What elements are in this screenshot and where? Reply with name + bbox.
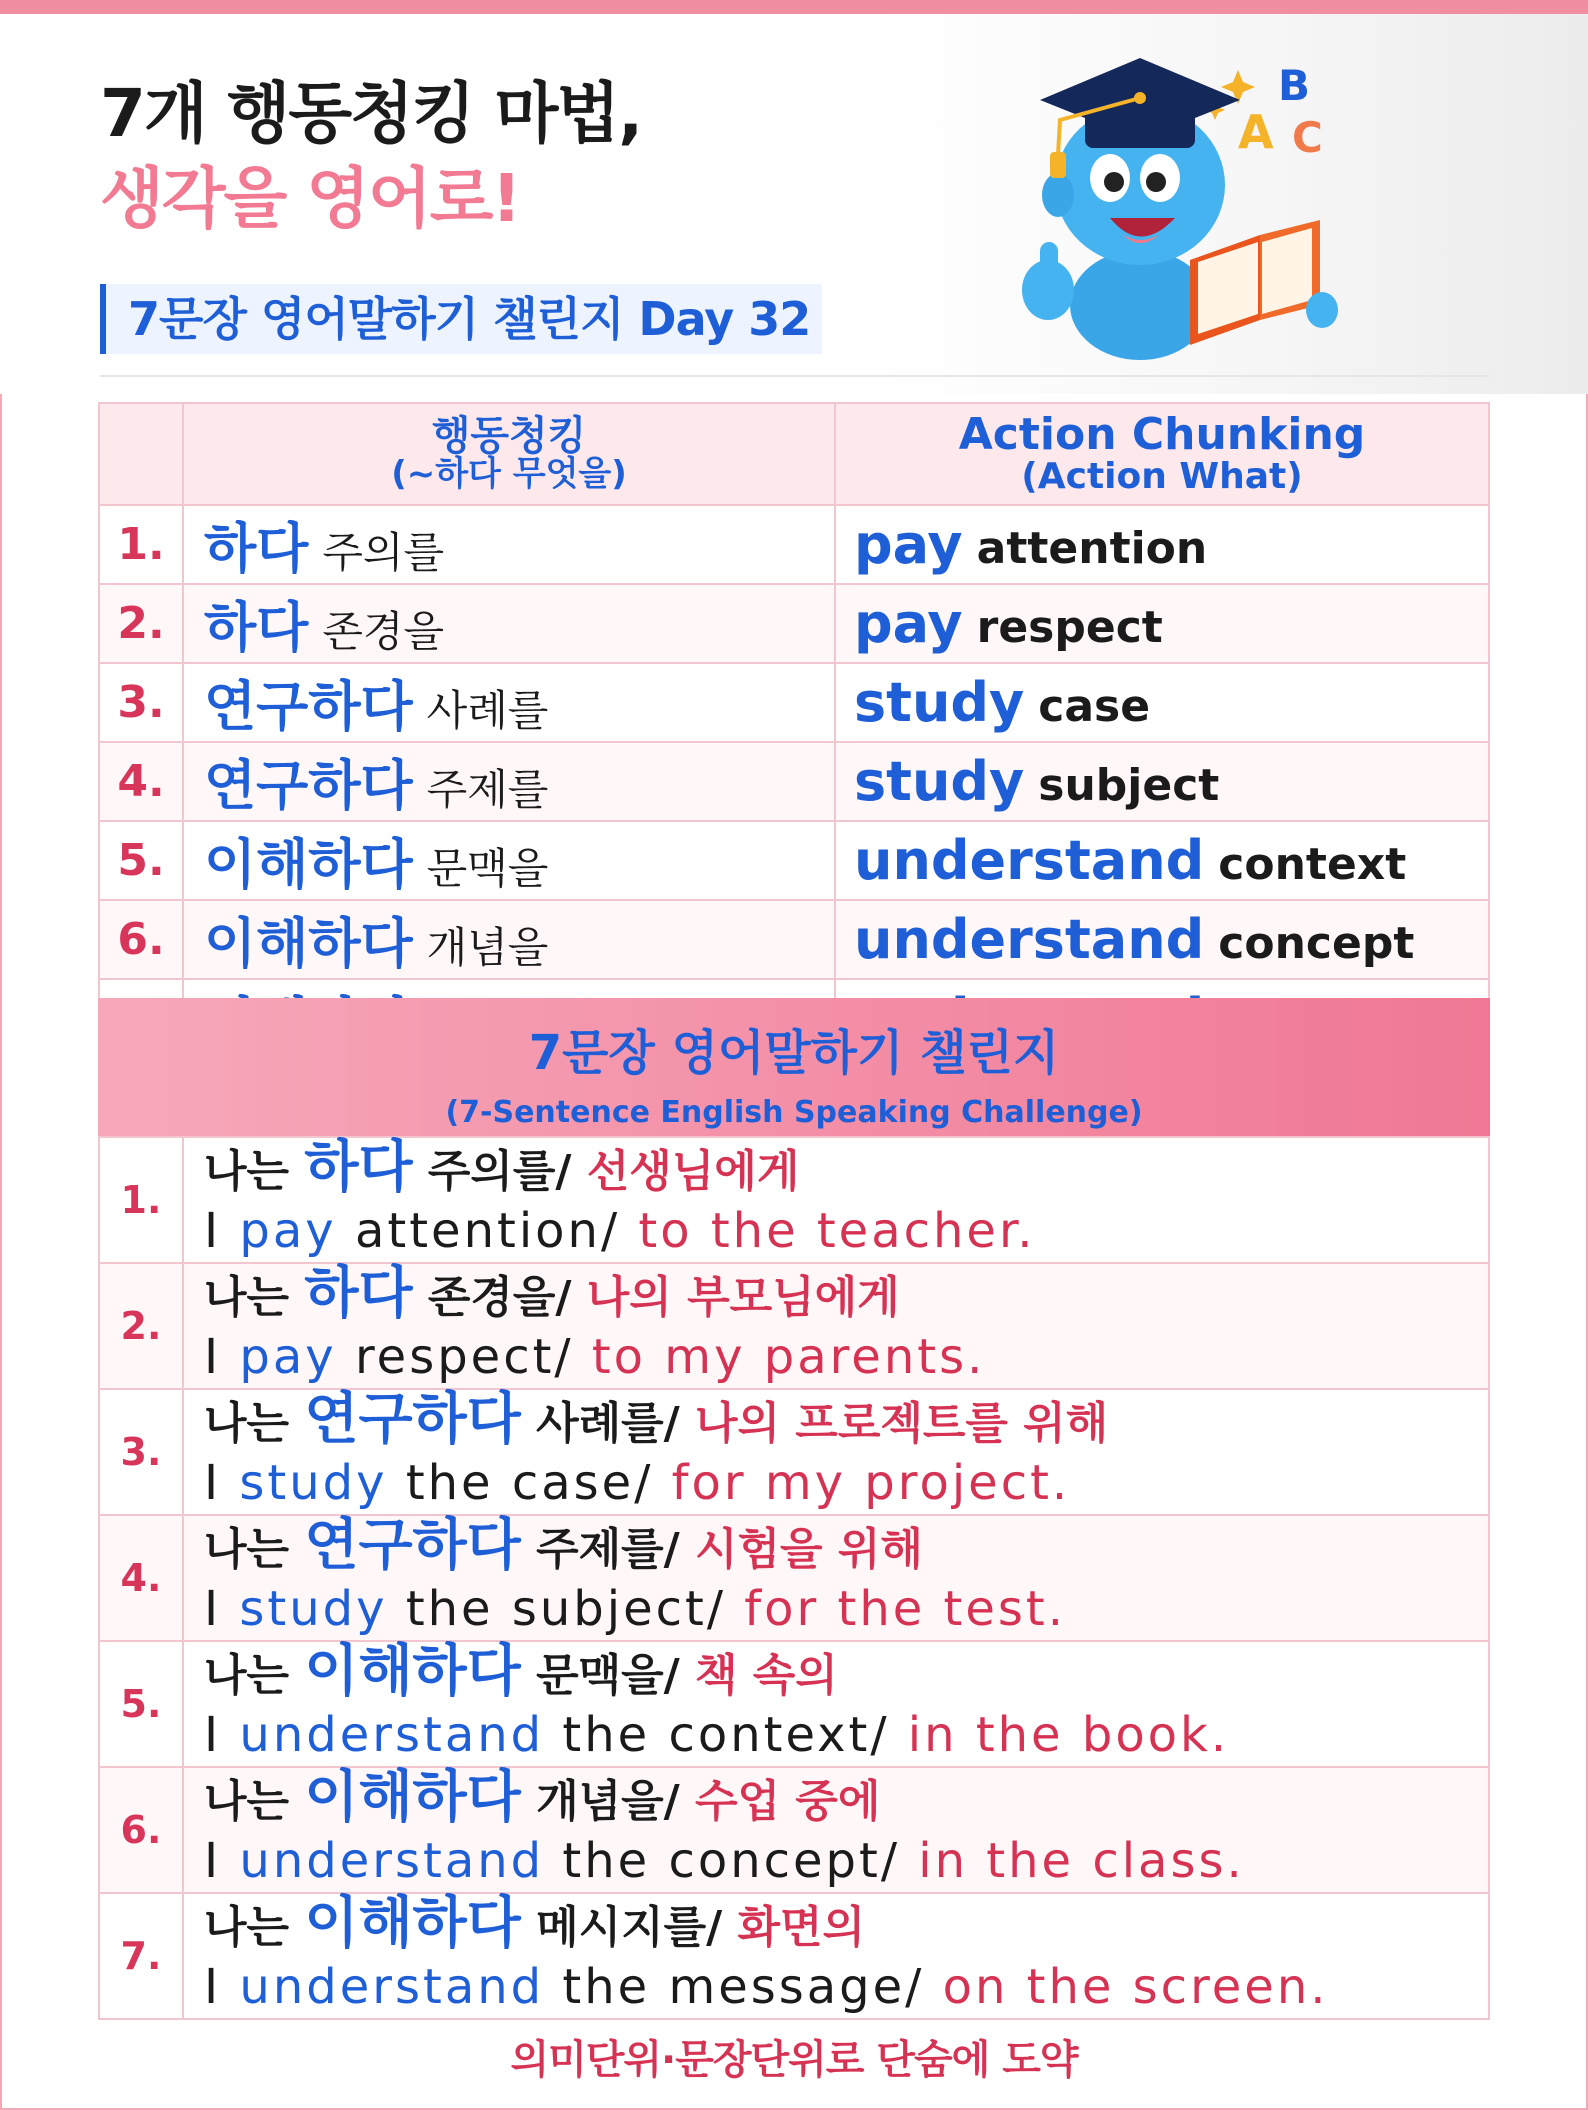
chunk-verb-en: pay bbox=[854, 592, 963, 655]
en-object: the case/ bbox=[405, 1455, 654, 1511]
ko-verb: 연구하다 bbox=[304, 1387, 521, 1452]
sentence-en bbox=[204, 1957, 1488, 2017]
en-rest: to my parents. bbox=[591, 1329, 986, 1385]
chunk-verb-ko: 연구하다 bbox=[204, 754, 413, 817]
en-object: the context/ bbox=[562, 1707, 890, 1763]
challenge-row bbox=[99, 1137, 1489, 1263]
chunk-verb-en: study bbox=[854, 671, 1025, 734]
page-title-line2: 생각을 영어로! bbox=[100, 160, 520, 237]
ko-object: 존경을/ bbox=[427, 1272, 572, 1323]
ko-rest: 선생님에게 bbox=[586, 1146, 800, 1197]
en-rest: for my project. bbox=[671, 1455, 1071, 1511]
en-object: the subject/ bbox=[405, 1581, 726, 1637]
en-verb: pay bbox=[239, 1203, 337, 1259]
ko-verb: 이해하다 bbox=[304, 1765, 521, 1830]
ko-subject: 나는 bbox=[204, 1524, 290, 1575]
chunk-en-cell bbox=[835, 505, 1489, 584]
chunking-table bbox=[98, 402, 1490, 1059]
en-subject: I bbox=[204, 1581, 222, 1637]
chunk-ko-cell bbox=[183, 584, 835, 663]
en-verb: understand bbox=[239, 1707, 545, 1763]
chunk-ko-cell bbox=[183, 505, 835, 584]
ko-object: 문맥을/ bbox=[536, 1650, 680, 1701]
en-subject: I bbox=[204, 1329, 222, 1385]
challenge-row bbox=[99, 1767, 1489, 1893]
chunk-verb-en: understand bbox=[854, 908, 1205, 971]
sentence-ko bbox=[204, 1135, 1488, 1201]
challenge-title: 7문장 영어말하기 챌린지 bbox=[528, 1025, 1060, 1081]
chunk-row bbox=[99, 584, 1489, 663]
sentence-cell bbox=[183, 1263, 1489, 1389]
challenge-row bbox=[99, 1263, 1489, 1389]
en-subject: I bbox=[204, 1833, 222, 1889]
chunk-verb-ko: 하다 bbox=[204, 517, 309, 580]
sentence-ko bbox=[204, 1513, 1488, 1579]
chunk-en-cell bbox=[835, 742, 1489, 821]
chunk-ko-cell bbox=[183, 663, 835, 742]
row-number: 6. bbox=[99, 1767, 183, 1893]
row-number: 5. bbox=[99, 1641, 183, 1767]
sentence-ko bbox=[204, 1891, 1488, 1957]
en-rest: in the class. bbox=[918, 1833, 1245, 1889]
en-verb: understand bbox=[239, 1833, 545, 1889]
sentence-cell bbox=[183, 1137, 1489, 1263]
sentence-cell bbox=[183, 1641, 1489, 1767]
en-subject: I bbox=[204, 1203, 222, 1259]
chunk-verb-en: study bbox=[854, 750, 1025, 813]
challenge-row bbox=[99, 1515, 1489, 1641]
chunk-verb-en: understand bbox=[854, 829, 1205, 892]
header-en-cell bbox=[835, 403, 1489, 505]
mascot-letter-c: C bbox=[1292, 113, 1323, 162]
en-rest: to the teacher. bbox=[638, 1203, 1036, 1259]
row-number: 3. bbox=[99, 663, 183, 742]
ko-subject: 나는 bbox=[204, 1146, 290, 1197]
ko-object: 주제를/ bbox=[536, 1524, 680, 1575]
en-object: attention/ bbox=[354, 1203, 621, 1259]
header-num-cell bbox=[99, 403, 183, 505]
sentence-ko bbox=[204, 1639, 1488, 1705]
day-subtitle: 7문장 영어말하기 챌린지 Day 32 bbox=[100, 284, 822, 354]
sentence-cell bbox=[183, 1389, 1489, 1515]
en-verb: study bbox=[239, 1455, 388, 1511]
sentence-cell bbox=[183, 1767, 1489, 1893]
en-object: respect/ bbox=[354, 1329, 574, 1385]
en-rest: for the test. bbox=[744, 1581, 1066, 1637]
chunk-object-ko: 문맥을 bbox=[426, 844, 549, 893]
chunk-ko-cell bbox=[183, 742, 835, 821]
chunk-row bbox=[99, 663, 1489, 742]
sentence-en bbox=[204, 1327, 1488, 1387]
ko-verb: 이해하다 bbox=[304, 1891, 521, 1956]
chunk-object-en: respect bbox=[976, 602, 1163, 653]
header-divider bbox=[100, 375, 1490, 377]
sentence-en bbox=[204, 1705, 1488, 1765]
challenge-row bbox=[99, 1389, 1489, 1515]
sentence-en bbox=[204, 1831, 1488, 1891]
chunk-object-ko: 사례를 bbox=[426, 686, 549, 735]
row-number: 2. bbox=[99, 584, 183, 663]
chunk-object-ko: 주제를 bbox=[426, 765, 549, 814]
col-en-title: Action Chunking bbox=[958, 409, 1366, 460]
ko-object: 주의를/ bbox=[427, 1146, 572, 1197]
ko-object: 개념을/ bbox=[536, 1776, 680, 1827]
en-object: the message/ bbox=[562, 1959, 925, 2015]
row-number: 3. bbox=[99, 1389, 183, 1515]
row-number: 1. bbox=[99, 1137, 183, 1263]
chunk-en-cell bbox=[835, 663, 1489, 742]
row-number: 4. bbox=[99, 1515, 183, 1641]
en-subject: I bbox=[204, 1959, 222, 2015]
col-ko-title: 행동청킹 bbox=[431, 413, 587, 460]
en-subject: I bbox=[204, 1455, 222, 1511]
chunk-en-cell bbox=[835, 900, 1489, 979]
chunk-row bbox=[99, 505, 1489, 584]
col-en-subtitle: (Action What) bbox=[1021, 456, 1303, 498]
chunk-object-en: attention bbox=[976, 523, 1208, 574]
chunk-object-ko: 주의를 bbox=[322, 528, 445, 577]
ko-subject: 나는 bbox=[204, 1902, 290, 1953]
ko-rest: 나의 부모님에게 bbox=[586, 1272, 900, 1323]
chunk-row bbox=[99, 821, 1489, 900]
ko-verb: 이해하다 bbox=[304, 1639, 521, 1704]
mascot-illustration bbox=[1000, 30, 1340, 370]
col-ko-subtitle: (~하다 무엇을) bbox=[391, 454, 627, 495]
ko-verb: 하다 bbox=[304, 1135, 413, 1200]
chunk-verb-ko: 연구하다 bbox=[204, 675, 413, 738]
ko-rest: 나의 프로젝트를 위해 bbox=[694, 1398, 1109, 1449]
chunk-object-en: concept bbox=[1218, 918, 1415, 969]
ko-subject: 나는 bbox=[204, 1398, 290, 1449]
footer-slogan: 의미단위·문장단위로 단숨에 도약 bbox=[510, 2037, 1078, 2083]
chunk-verb-ko: 이해하다 bbox=[204, 833, 413, 896]
sentence-en bbox=[204, 1453, 1488, 1513]
sentence-en bbox=[204, 1201, 1488, 1261]
challenge-table bbox=[98, 1136, 1490, 2020]
chunk-object-en: subject bbox=[1038, 760, 1220, 811]
challenge-row bbox=[99, 1641, 1489, 1767]
ko-verb: 하다 bbox=[304, 1261, 413, 1326]
header-ko-cell bbox=[183, 403, 835, 505]
ko-rest: 시험을 위해 bbox=[694, 1524, 923, 1575]
sentence-cell bbox=[183, 1893, 1489, 2019]
challenge-row bbox=[99, 1893, 1489, 2019]
ko-subject: 나는 bbox=[204, 1776, 290, 1827]
page-title-line1: 7개 행동청킹 마법, bbox=[100, 75, 642, 152]
en-verb: understand bbox=[239, 1959, 545, 2015]
sentence-en bbox=[204, 1579, 1488, 1639]
sentence-ko bbox=[204, 1765, 1488, 1831]
chunk-object-en: context bbox=[1218, 839, 1407, 890]
chunk-ko-cell bbox=[183, 821, 835, 900]
chunk-en-cell bbox=[835, 584, 1489, 663]
chunk-row bbox=[99, 900, 1489, 979]
chunk-verb-en: pay bbox=[854, 513, 963, 576]
sentence-ko bbox=[204, 1261, 1488, 1327]
mascot-letter-b: B bbox=[1278, 61, 1311, 110]
row-number: 7. bbox=[99, 1893, 183, 2019]
ko-rest: 화면의 bbox=[737, 1902, 865, 1953]
en-rest: in the book. bbox=[907, 1707, 1230, 1763]
ko-rest: 수업 중에 bbox=[694, 1776, 881, 1827]
row-number: 5. bbox=[99, 821, 183, 900]
ko-rest: 책 속의 bbox=[694, 1650, 838, 1701]
en-verb: pay bbox=[239, 1329, 337, 1385]
chunk-verb-ko: 하다 bbox=[204, 596, 309, 659]
ko-subject: 나는 bbox=[204, 1272, 290, 1323]
en-verb: study bbox=[239, 1581, 388, 1637]
chunk-verb-ko: 이해하다 bbox=[204, 912, 413, 975]
sentence-ko bbox=[204, 1387, 1488, 1453]
row-number: 4. bbox=[99, 742, 183, 821]
en-subject: I bbox=[204, 1707, 222, 1763]
ko-subject: 나는 bbox=[204, 1650, 290, 1701]
chunk-object-ko: 개념을 bbox=[426, 923, 549, 972]
chunk-en-cell bbox=[835, 821, 1489, 900]
chunk-row bbox=[99, 742, 1489, 821]
chunk-object-ko: 존경을 bbox=[322, 607, 445, 656]
top-accent-bar bbox=[0, 0, 1588, 14]
challenge-banner bbox=[98, 998, 1490, 1136]
sentence-cell bbox=[183, 1515, 1489, 1641]
ko-object: 사례를/ bbox=[536, 1398, 680, 1449]
chunk-ko-cell bbox=[183, 900, 835, 979]
challenge-subtitle: (7-Sentence English Speaking Challenge) bbox=[445, 1095, 1143, 1130]
chunk-object-en: case bbox=[1038, 681, 1151, 732]
row-number: 1. bbox=[99, 505, 183, 584]
en-rest: on the screen. bbox=[942, 1959, 1329, 2015]
row-number: 2. bbox=[99, 1263, 183, 1389]
en-object: the concept/ bbox=[562, 1833, 900, 1889]
ko-verb: 연구하다 bbox=[304, 1513, 521, 1578]
row-number: 6. bbox=[99, 900, 183, 979]
ko-object: 메시지를/ bbox=[536, 1902, 723, 1953]
mascot-letter-a: A bbox=[1238, 105, 1274, 159]
